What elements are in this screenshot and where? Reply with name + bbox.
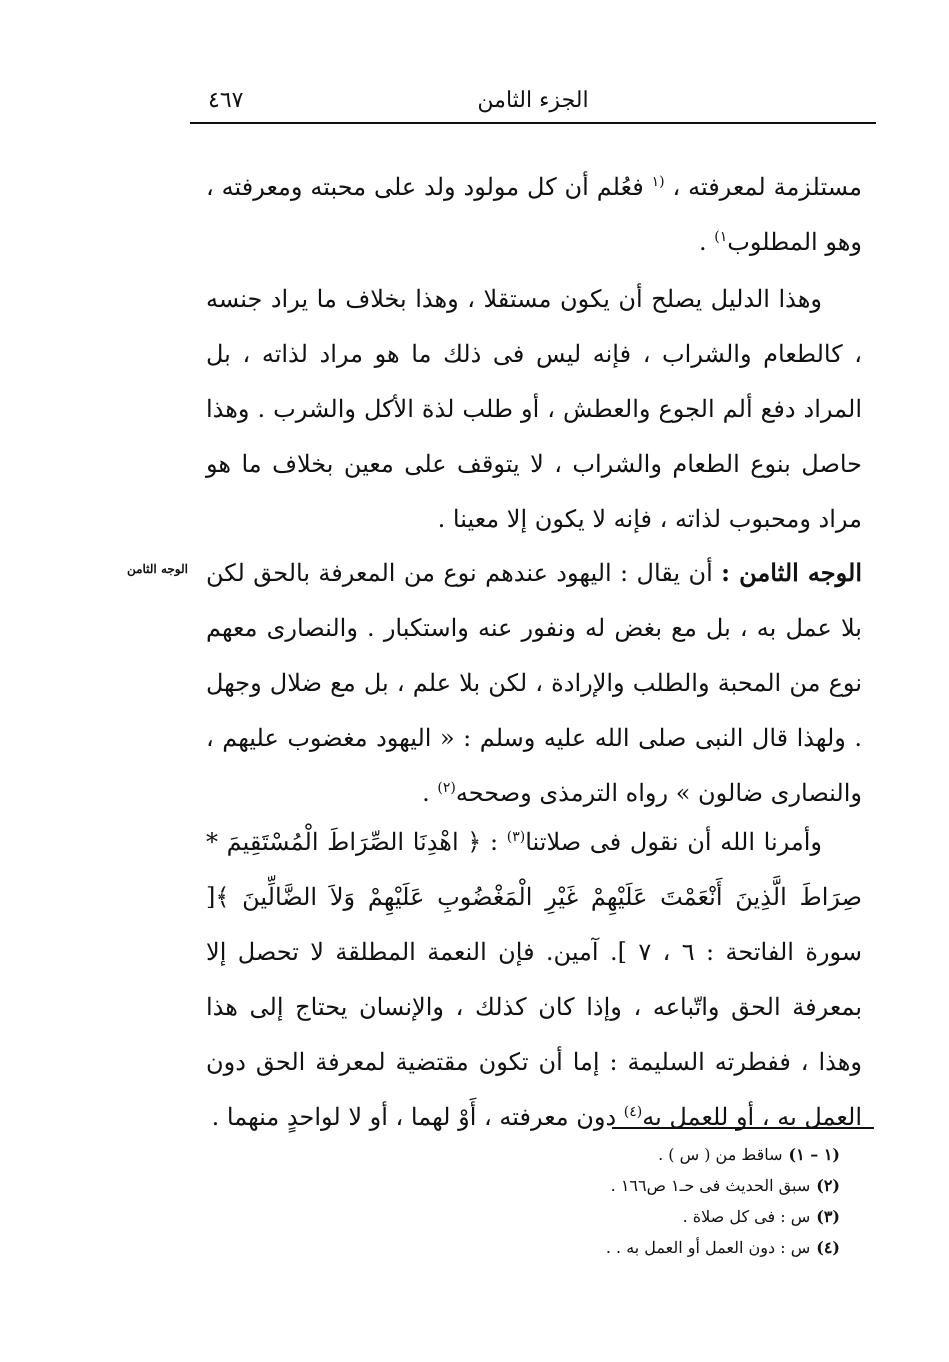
footnote-text: سبق الحديث فى حـ١ ص١٦٦ . bbox=[610, 1176, 811, 1195]
footnote-number: (٢) bbox=[816, 1176, 840, 1195]
footnote-text: س : فى كل صلاة . bbox=[682, 1207, 811, 1226]
footnote-text: س : دون العمل أو العمل به . . bbox=[605, 1238, 811, 1257]
paragraph-2: وهذا الدليل يصلح أن يكون مستقلا ، وهذا بخلاف ما يراد جنسه ، كالطعام والشراب ، فإنه ليس فى ذلك ما هو مراد لذاته ، بل المراد دفع ألم الجوع والعطش ، أو طلب لذة الأكل والشرب . وهذا حاصل بنوع الطعام والشراب ، لا يتوقف على معين بخلاف ما هو مراد ومحبوب لذاته ، فإنه لا يكون إلا معينا . bbox=[206, 285, 862, 533]
footnote-number: (٣) bbox=[816, 1207, 840, 1226]
section-heading: الوجه الثامن : bbox=[721, 558, 862, 587]
footnote-3 bbox=[560, 1201, 840, 1232]
paragraph-2-block bbox=[206, 272, 862, 555]
footnote-ref-1-open: (١ bbox=[651, 174, 665, 190]
page-number: ٤٦٧ bbox=[208, 88, 244, 113]
footnote-4 bbox=[560, 1232, 840, 1263]
footnote-number: (١ – ١) bbox=[788, 1145, 840, 1164]
paragraph-3-block bbox=[206, 545, 862, 829]
paragraph-4-text-a: وأمرنا الله أن نقول فى صلاتنا bbox=[525, 828, 822, 856]
paragraph-1 bbox=[206, 160, 862, 270]
page-header bbox=[190, 86, 876, 124]
paragraph-4-text-c: دون معرفته ، أَوْ لهما ، أو لا لواحدٍ منهما . bbox=[211, 1103, 624, 1131]
margin-note: الوجه الثامن bbox=[126, 562, 188, 576]
paragraph-1-text bbox=[206, 173, 862, 256]
paragraph-4-block bbox=[206, 815, 862, 1153]
main-text bbox=[206, 160, 862, 278]
footnote-number: (٤) bbox=[816, 1238, 840, 1257]
footnote-ref-1-close: ١) bbox=[714, 229, 728, 245]
paragraph-3 bbox=[206, 545, 862, 821]
paragraph-1-text-b: فعُلم أن كل مولود ولد على محبته ومعرفته ، وهو المطلوب bbox=[206, 173, 862, 256]
footnote-ref-4: (٤) bbox=[623, 1104, 643, 1120]
footnote-divider bbox=[612, 1127, 874, 1129]
paragraph-1-end: . bbox=[698, 228, 715, 256]
paragraph-3-end: . bbox=[422, 779, 438, 807]
footnote-2 bbox=[560, 1170, 840, 1201]
footnote-text: ساقط من ( س ) . bbox=[658, 1145, 783, 1164]
footnotes bbox=[560, 1139, 840, 1263]
paragraph-1-text-a: مستلزمة لمعرفته ، bbox=[664, 173, 862, 201]
paragraph-4-text-b: : ﴿ اهْدِنَا الصِّرَاطَ الْمُسْتَقِيمَ * صِرَاطَ الَّذِينَ أَنْعَمْتَ عَلَيْهِمْ غَيْرِ الْمَغْضُوبِ عَلَيْهِمْ وَلاَ الضَّالِّينَ ﴾[ سورة الفاتحة : ٦ ، ٧ ]. آمين. فإن النعمة المطلقة لا تحصل إلا بمعرفة الحق واتّباعه ، وإذا كان كذلك ، والإنسان يحتاج إلى هذا وهذا ، ففطرته السليمة : إما أن تكون مقتضية لمعرفة الحق دون العمل به ، أو للعمل به bbox=[206, 828, 863, 1131]
paragraph-4 bbox=[206, 815, 862, 1145]
footnote-ref-2: (٢) bbox=[437, 780, 456, 796]
running-title: الجزء الثامن bbox=[477, 88, 589, 113]
footnote-ref-3: (٣) bbox=[506, 829, 526, 845]
paragraph-3-text: أن يقال : اليهود عندهم نوع من المعرفة بالحق لكن بلا عمل به ، بل مع بغض له ونفور عنه واستكبار . والنصارى معهم نوع من المحبة والطلب والإرادة ، لكن بلا علم ، بل مع ضلال وجهل . ولهذا قال النبى صلى الله عليه وسلم : « اليهود مغضوب عليهم ، والنصارى ضالون » رواه الترمذى وصححه bbox=[206, 559, 862, 807]
footnote-1 bbox=[560, 1139, 840, 1170]
